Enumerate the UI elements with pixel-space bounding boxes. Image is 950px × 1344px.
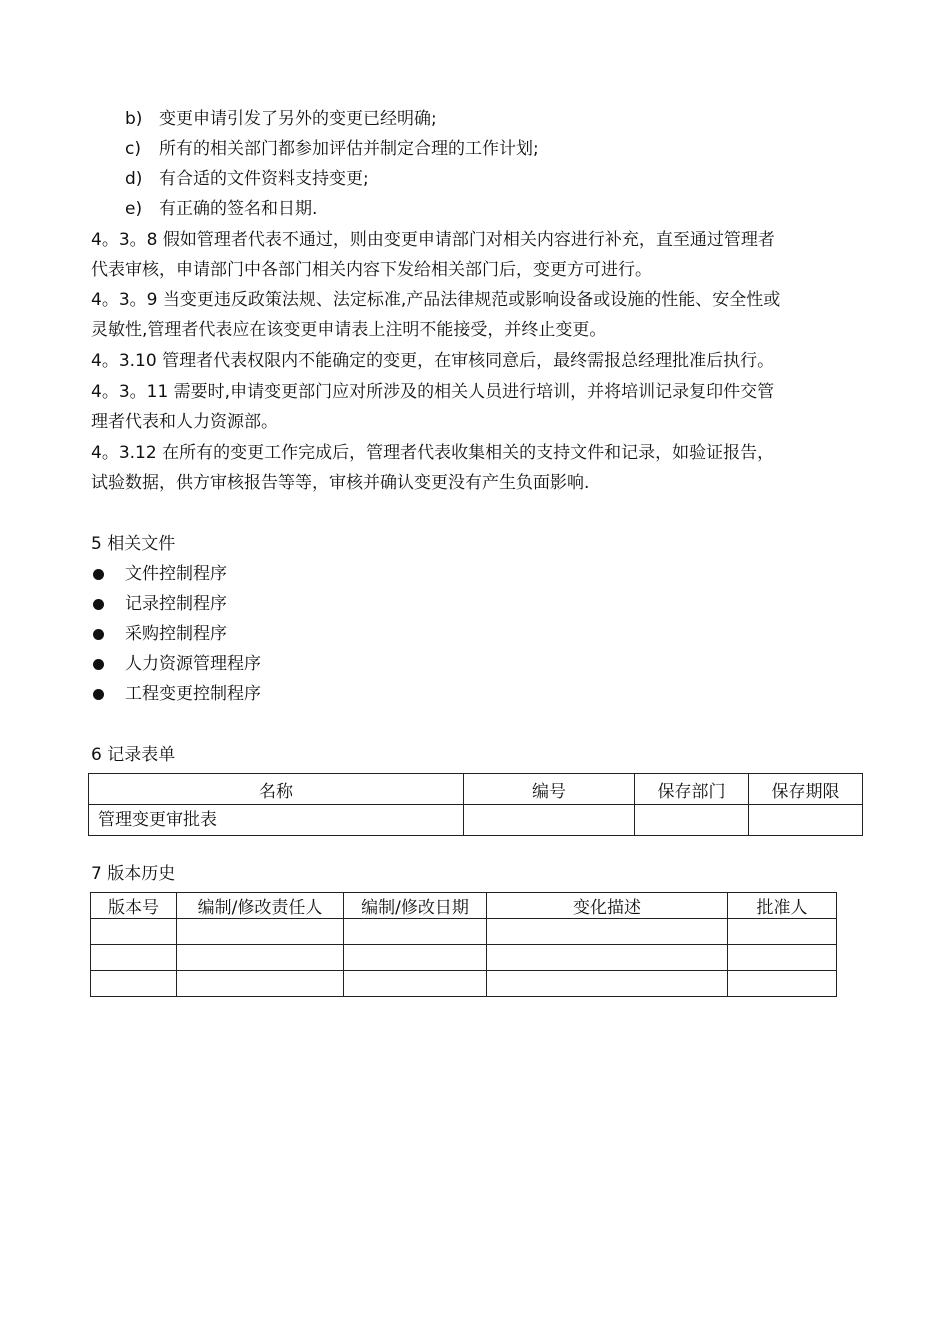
table-header-row — [91, 893, 837, 919]
table-row — [91, 945, 837, 971]
table-header-cell: 保存期限 — [749, 774, 863, 805]
table-cell — [177, 971, 344, 997]
table-cell — [749, 805, 863, 836]
table-cell — [91, 919, 177, 945]
paragraph-line: 4。3。11 需要时,申请变更部门应对所涉及的相关人员进行培训，并将培训记录复印件交管 — [91, 382, 775, 402]
list-item-marker: c) — [125, 139, 141, 159]
table-cell — [487, 945, 728, 971]
table-row — [91, 919, 837, 945]
section-5-title: 5 相关文件 — [91, 534, 176, 554]
table-header-cell: 变化描述 — [487, 893, 728, 919]
table-cell — [635, 805, 749, 836]
table-header-cell: 编制/修改日期 — [344, 893, 487, 919]
table-row — [89, 805, 863, 836]
bullet-icon — [93, 689, 104, 700]
table-cell: 管理变更审批表 — [89, 805, 464, 836]
table-cell — [344, 919, 487, 945]
table-cell — [344, 971, 487, 997]
list-item: 人力资源管理程序 — [125, 654, 261, 674]
table-cell — [487, 971, 728, 997]
list-item: 采购控制程序 — [125, 624, 227, 644]
table-cell — [91, 971, 177, 997]
record-forms-table — [88, 773, 863, 836]
paragraph-line: 试验数据，供方审核报告等等，审核并确认变更没有产生负面影响. — [91, 473, 590, 493]
table-header-cell: 编制/修改责任人 — [177, 893, 344, 919]
table-header-cell: 编号 — [464, 774, 635, 805]
list-item-marker: b) — [125, 109, 143, 129]
bullet-icon — [93, 659, 104, 670]
paragraph-line: 4。3。9 当变更违反政策法规、法定标准,产品法律规范或影响设备或设施的性能、安全性或 — [91, 290, 781, 310]
table-cell — [344, 945, 487, 971]
table-cell — [728, 919, 837, 945]
list-item: 工程变更控制程序 — [125, 684, 261, 704]
list-item-text: 有正确的签名和日期. — [159, 199, 318, 219]
bullet-icon — [93, 629, 104, 640]
list-item-text: 变更申请引发了另外的变更已经明确; — [159, 109, 437, 129]
table-cell — [177, 919, 344, 945]
paragraph-line: 代表审核，申请部门中各部门相关内容下发给相关部门后，变更方可进行。 — [91, 260, 652, 280]
table-cell — [728, 971, 837, 997]
list-item: 记录控制程序 — [125, 594, 227, 614]
version-history-table — [90, 892, 837, 997]
table-header-cell: 版本号 — [91, 893, 177, 919]
table-cell — [728, 945, 837, 971]
bullet-icon — [93, 569, 104, 580]
table-header-row — [89, 774, 863, 805]
table-cell — [177, 945, 344, 971]
list-item-text: 有合适的文件资料支持变更; — [159, 169, 369, 189]
list-item-text: 所有的相关部门都参加评估并制定合理的工作计划; — [159, 139, 539, 159]
table-cell — [487, 919, 728, 945]
paragraph-line: 4。3。8 假如管理者代表不通过，则由变更申请部门对相关内容进行补充，直至通过管理者 — [91, 230, 775, 250]
bullet-icon — [93, 599, 104, 610]
list-item-marker: d) — [125, 169, 143, 189]
table-header-cell: 保存部门 — [635, 774, 749, 805]
list-item-marker: e) — [125, 199, 143, 219]
section-6-title: 6 记录表单 — [91, 745, 176, 765]
table-cell — [91, 945, 177, 971]
section-7-title: 7 版本历史 — [91, 864, 176, 884]
table-header-cell: 名称 — [89, 774, 464, 805]
paragraph-line: 理者代表和人力资源部。 — [91, 412, 278, 432]
table-header-cell: 批准人 — [728, 893, 837, 919]
paragraph-line: 4。3.12 在所有的变更工作完成后，管理者代表收集相关的支持文件和记录，如验证报告， — [91, 443, 775, 463]
table-cell — [464, 805, 635, 836]
table-row — [91, 971, 837, 997]
paragraph-line: 4。3.10 管理者代表权限内不能确定的变更，在审核同意后，最终需报总经理批准后执行。 — [91, 351, 775, 371]
list-item: 文件控制程序 — [125, 564, 227, 584]
paragraph-line: 灵敏性,管理者代表应在该变更申请表上注明不能接受，并终止变更。 — [91, 320, 607, 340]
